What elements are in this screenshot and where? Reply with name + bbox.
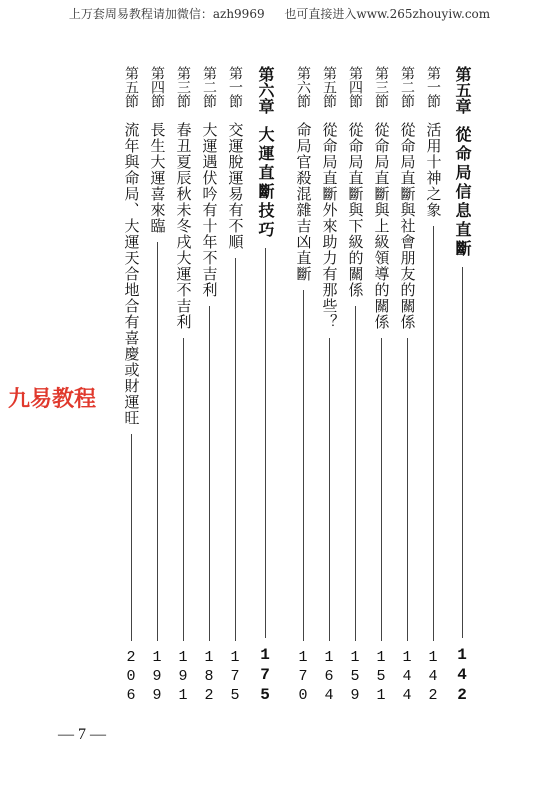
dot-leader <box>381 338 382 641</box>
dot-leader <box>462 267 463 638</box>
section-page: 164 <box>320 649 338 706</box>
section-page: 159 <box>346 649 364 706</box>
dot-leader <box>303 290 304 641</box>
section-page: 206 <box>122 649 140 706</box>
toc-entry-5-3[interactable] <box>370 66 392 706</box>
section-number: 第五節 <box>123 66 139 108</box>
toc-entry-6-1[interactable] <box>224 66 246 706</box>
chapter-5-page: 142 <box>453 646 471 706</box>
chapter-5-heading: 第五章 <box>453 66 472 114</box>
dot-leader <box>433 226 434 641</box>
banner-website-text: 也可直接进入www.265zhouyiw.com <box>284 7 491 21</box>
toc-entry-5-4[interactable] <box>344 66 366 706</box>
section-page: 170 <box>294 649 312 706</box>
section-page: 151 <box>372 649 390 706</box>
dot-leader <box>131 434 132 641</box>
section-page: 142 <box>424 649 442 706</box>
section-number: 第四節 <box>347 66 363 108</box>
section-title: 長生大運喜來臨 <box>148 122 167 234</box>
section-number: 第四節 <box>149 66 165 108</box>
dot-leader <box>265 248 266 638</box>
page-number: — 7 — <box>58 726 106 743</box>
section-title: 春丑夏辰秋未冬戌大運不吉利 <box>174 122 193 330</box>
toc-entry-5-2[interactable] <box>396 66 418 706</box>
toc-entry-6-5[interactable] <box>120 66 142 706</box>
dot-leader <box>355 306 356 641</box>
toc-entry-6-3[interactable] <box>172 66 194 706</box>
chapter-5-entry[interactable] <box>451 66 473 706</box>
dot-leader <box>183 338 184 641</box>
dot-leader <box>157 242 158 641</box>
chapter-5-title: 從命局信息直斷 <box>453 126 472 259</box>
section-page: 199 <box>148 649 166 706</box>
toc-entry-5-1[interactable] <box>422 66 444 706</box>
toc-entry-5-6[interactable] <box>292 66 314 706</box>
section-title: 交運脫運易有不順 <box>226 122 245 250</box>
section-title: 活用十神之象 <box>424 122 443 218</box>
section-title: 從命局直斷外來助力有那些？ <box>320 122 339 330</box>
chapter-6-page: 175 <box>256 646 274 706</box>
section-page: 182 <box>200 649 218 706</box>
banner-wechat-text: 上万套周易教程请加微信：azh9969 <box>68 7 265 21</box>
section-title: 大運遇伏吟有十年不吉利 <box>200 122 219 298</box>
chapter-6-title: 大運直斷技巧 <box>256 126 275 240</box>
section-page: 144 <box>398 649 416 706</box>
section-page: 191 <box>174 649 192 706</box>
toc-entry-5-5[interactable] <box>318 66 340 706</box>
chapter-6-entry[interactable] <box>254 66 276 706</box>
section-title: 從命局直斷與社會朋友的關係 <box>398 122 417 330</box>
toc-entry-6-4[interactable] <box>146 66 168 706</box>
section-title: 從命局直斷與下級的關係 <box>346 122 365 298</box>
section-number: 第一節 <box>227 66 243 108</box>
section-number: 第二節 <box>201 66 217 108</box>
dot-leader <box>209 306 210 641</box>
dot-leader <box>329 338 330 641</box>
section-number: 第三節 <box>373 66 389 108</box>
toc-entry-6-2[interactable] <box>198 66 220 706</box>
dot-leader <box>235 258 236 641</box>
section-title: 從命局直斷與上級領導的關係 <box>372 122 391 330</box>
section-page: 175 <box>226 649 244 706</box>
top-banner <box>0 5 559 22</box>
dot-leader <box>407 338 408 641</box>
section-number: 第二節 <box>399 66 415 108</box>
section-number: 第三節 <box>175 66 191 108</box>
section-number: 第五節 <box>321 66 337 108</box>
section-title: 命局官殺混雜吉凶直斷 <box>294 122 313 282</box>
chapter-6-heading: 第六章 <box>256 66 275 114</box>
watermark-logo: 九易教程 <box>8 387 97 412</box>
section-title: 流年與命局、大運天合地合有喜慶或財運旺 <box>122 122 141 426</box>
section-number: 第六節 <box>295 66 311 108</box>
section-number: 第一節 <box>425 66 441 108</box>
